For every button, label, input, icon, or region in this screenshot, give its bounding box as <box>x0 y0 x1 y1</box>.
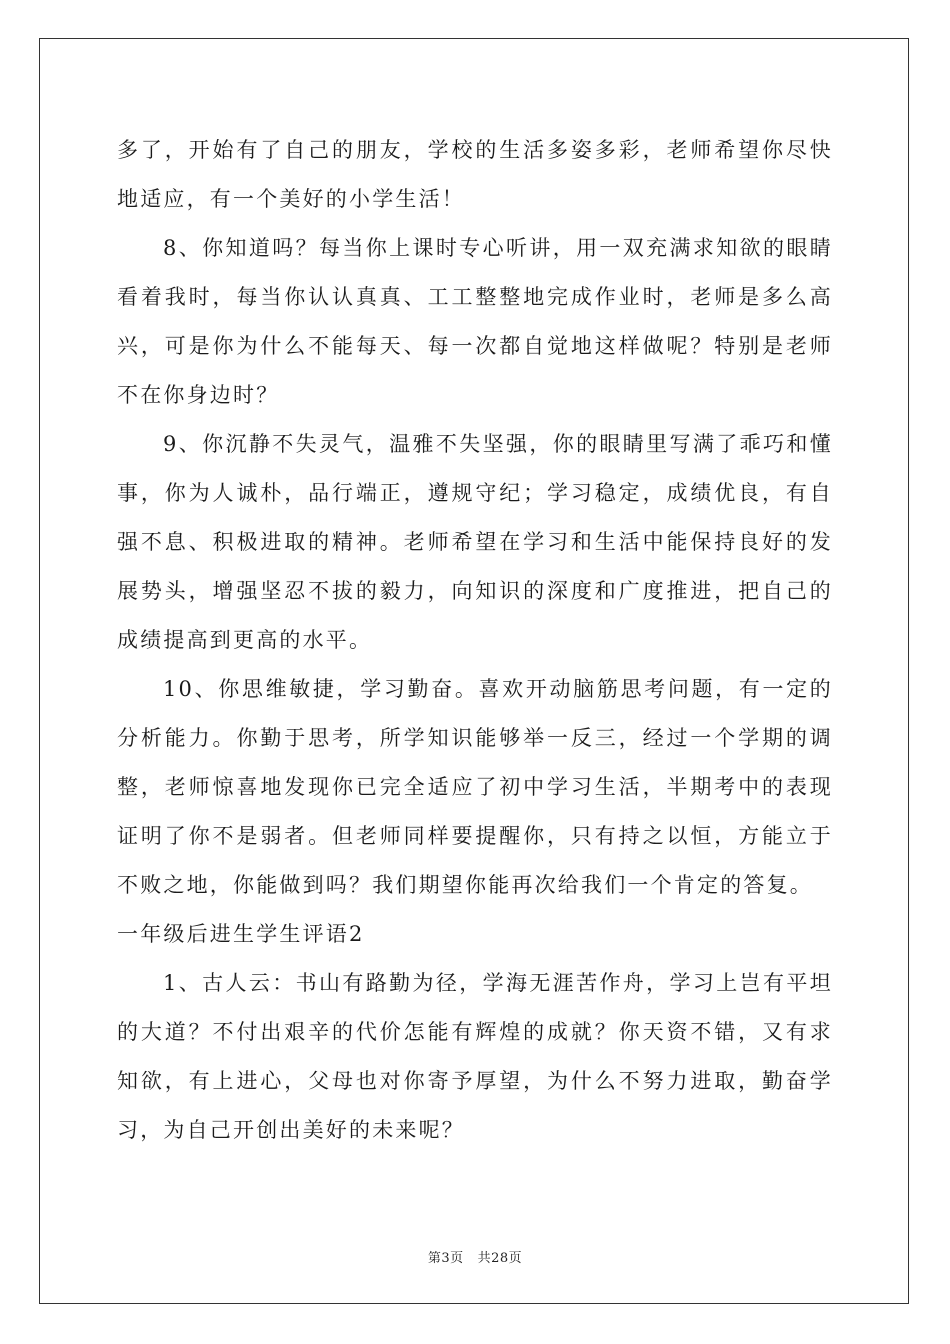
section-heading: 一年级后进生学生评语2 <box>117 922 365 946</box>
paragraph-item-1: 1、古人云：书山有路勤为径，学海无涯苦作舟，学习上岂有平坦的大道？不付出艰辛的代价怎能有辉煌的成就？你天资不错，又有求知欲，有上进心，父母也对你寄予厚望，为什么不努力进取，勤奋学习，为自己开创出美好的未来呢？ <box>117 971 833 1142</box>
document-body <box>117 126 833 1155</box>
paragraph-item-8: 8、你知道吗？每当你上课时专心听讲，用一双充满求知欲的眼睛看着我时，每当你认认真真、工工整整地完成作业时，老师是多么高兴，可是你为什么不能每天、每一次都自觉地这样做呢？特别是老师不在你身边时？ <box>117 236 833 407</box>
page-footer <box>0 1247 950 1266</box>
paragraph-item-9: 9、你沉静不失灵气，温雅不失坚强，你的眼睛里写满了乖巧和懂事，你为人诚朴，品行端正，遵规守纪；学习稳定，成绩优良，有自强不息、积极进取的精神。老师希望在学习和生活中能保持良好的发展势头，增强坚忍不拔的毅力，向知识的深度和广度推进，把自己的成绩提高到更高的水平。 <box>117 432 833 652</box>
page-total: 共28页 <box>477 1251 523 1266</box>
paragraph-item-10: 10、你思维敏捷，学习勤奋。喜欢开动脑筋思考问题，有一定的分析能力。你勤于思考，所学知识能够举一反三，经过一个学期的调整，老师惊喜地发现你已完全适应了初中学习生活，半期考中的表现证明了你不是弱者。但老师同样要提醒你，只有持之以恒，方能立于不败之地，你能做到吗？我们期望你能再次给我们一个肯定的答复。 <box>117 677 833 897</box>
paragraph-continuation: 多了，开始有了自己的朋友，学校的生活多姿多彩，老师希望你尽快地适应，有一个美好的小学生活！ <box>117 138 833 211</box>
page-number: 第3页 <box>427 1251 464 1266</box>
